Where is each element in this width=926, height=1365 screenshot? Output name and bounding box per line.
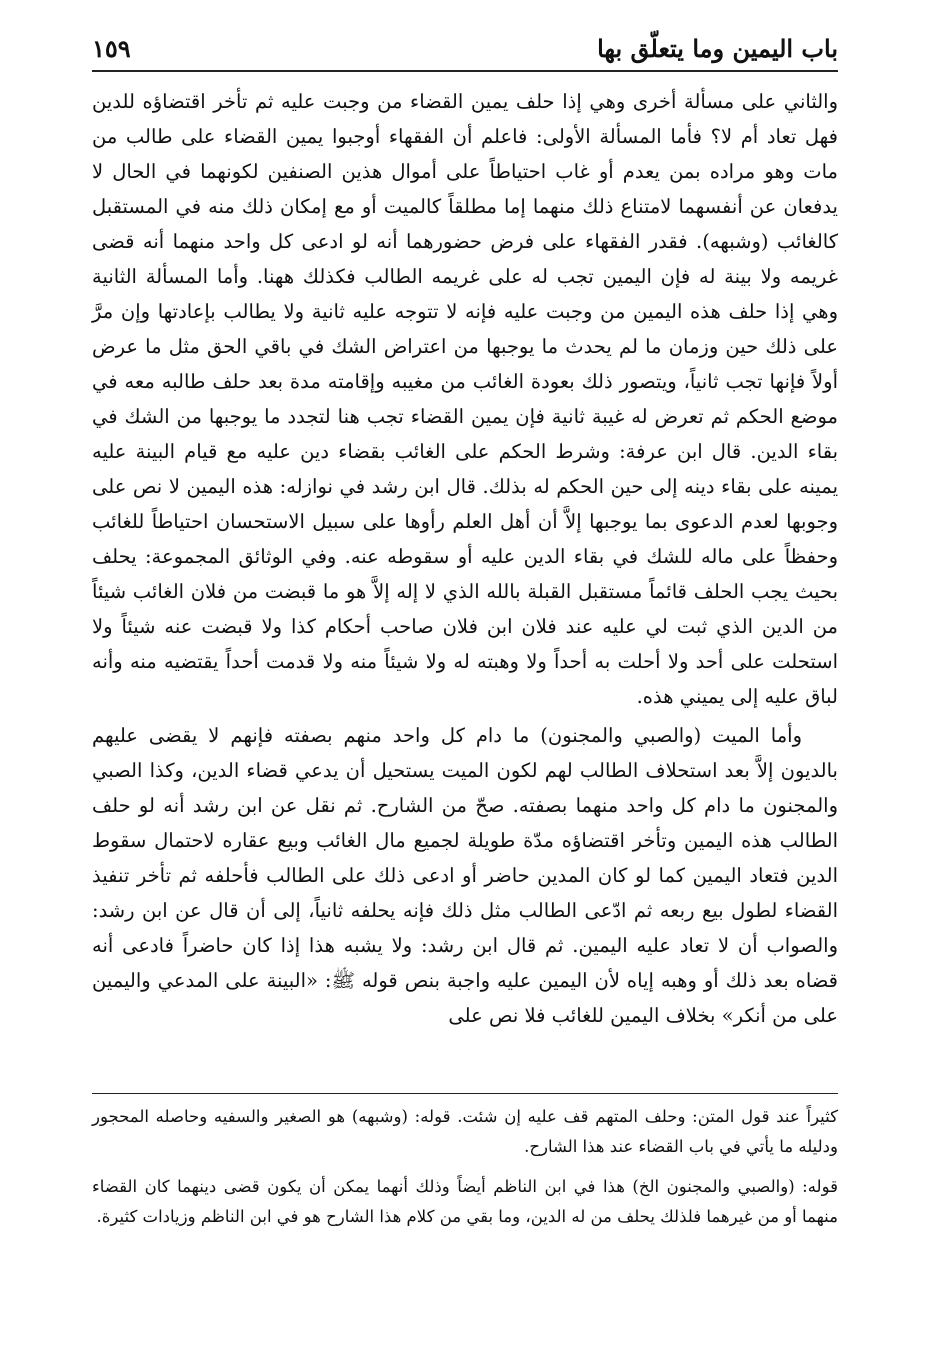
running-title: باب اليمين وما يتعلّق بها [597,34,838,63]
page-number: ١٥٩ [92,34,131,63]
paragraph: والثاني على مسألة أخرى وهي إذا حلف يمين القضاء من وجبت عليه ثم تأخر اقتضاؤه للدين فهل تعاد أم لا؟ فأما المسألة الأولى: فاعلم أن الفقهاء أوجبوا يمين القضاء على طالب من مات وهو مراده بمن يعدم أو غاب احتياطاً على أموال هذين الصنفين لكونهما في الحال لا يدفعان عن أنفسهما لامتناع ذلك منهما إما مطلقاً كالميت أو مع إمكان ذلك منه في المستقبل كالغائب (وشبهه). فقدر الفقهاء على فرض حضورهما أنه لو ادعى كل واحد منهما أنه قضى غريمه ولا بينة له فإن اليمين تجب له على غريمه الطالب فكذلك ههنا. وأما المسألة الثانية وهي إذا حلف هذه اليمين من وجبت عليه فإنه لا تتوجه عليه ثانية ولا يطالب بإعادتها وإن مرَّ على ذلك حين وزمان ما لم يحدث ما يوجبها من اعتراض الشك في باقي الحق مثل ما عرض أولاً فإنها تجب ثانياً، ويتصور ذلك بعودة الغائب من مغيبه وإقامته مدة بعد حلف طالبه معه في موضع الحكم ثم تعرض له غيبة ثانية فإن يمين القضاء تجب هنا لتجدد ما يوجبها من الشك في بقاء الدين. قال ابن عرفة: وشرط الحكم على الغائب بقضاء دين عليه مع قيام البينة عليه يمينه على بقاء دينه إلى حين الحكم له بذلك. قال ابن رشد في نوازله: هذه اليمين لا نص على وجوبها لعدم الدعوى بما يوجبها إلاَّ أن أهل العلم رأوها على سبيل الاستحسان احتياطاً للغائب وحفظاً على ماله للشك في بقاء الدين عليه أو سقوطه عنه. وفي الوثائق المجموعة: يحلف بحيث يجب الحلف قائماً مستقبل القبلة بالله الذي لا إله إلاَّ هو ما قبضت من فلان الغائب شيئاً من الدين الذي ثبت لي عليه عند فلان ابن فلان صاحب أحكام كذا ولا قبضت عنه شيئاً ولا استحلت على أحد ولا أحلت به أحداً ولا وهبته له ولا شيئاً منه ولا قدمت أحداً يقتضيه منه وأنه لباق عليه إلى يميني هذه. [92,90,838,708]
footnotes [92,1102,838,1232]
footnote-separator [92,1093,838,1094]
main-text [92,84,838,1033]
footnote: كثيراً عند قول المتن: وحلف المتهم قف عليه إن شئت. قوله: (وشبهه) هو الصغير والسفيه وحاصله المحجور ودليله ما يأتي في باب القضاء عند هذا الشارح. [92,1107,838,1156]
paragraph: وأما الميت (والصبي والمجنون) ما دام كل واحد منهم بصفته فإنهم لا يقضى عليهم بالديون إلاَّ بعد استحلاف الطالب لهم لكون الميت يستحيل أن يدعي قضاء الدين، وكذا الصبي والمجنون ما دام كل واحد منهما بصفته. صحّ من الشارح. ثم نقل عن ابن رشد أنه لو حلف الطالب هذه اليمين وتأخر اقتضاؤه مدّة طويلة لجميع مال الغائب وبيع عقاره لاحتمال سقوط الدين فتعاد اليمين كما لو كان المدين حاضر أو ادعى ذلك على الطالب فأحلفه ثم تأخر تنفيذ القضاء لطول بيع ربعه ثم ادّعى الطالب مثل ذلك فإنه يحلفه ثانياً، إلى أن قال عن ابن رشد: والصواب أن لا تعاد عليه اليمين. ثم قال ابن رشد: ولا يشبه هذا إذا كان حاضراً فادعى أنه قضاه بعد ذلك أو وهبه إياه لأن اليمين عليه واجبة بنص قوله ﷺ: «البينة على المدعي واليمين على من أنكر» بخلاف اليمين للغائب فلا نص على [92,724,838,1027]
page-header [92,30,838,72]
footnote: قوله: (والصبي والمجنون الخ) هذا في ابن الناظم أيضاً وذلك أنهما يمكن أن يكون قضى دينهما كان القضاء منهما أو من غيرهما فلذلك يحلف من له الدين، وما بقي من كلام هذا الشارح هو في ابن الناظم وزيادات كثيرة. [92,1177,838,1226]
